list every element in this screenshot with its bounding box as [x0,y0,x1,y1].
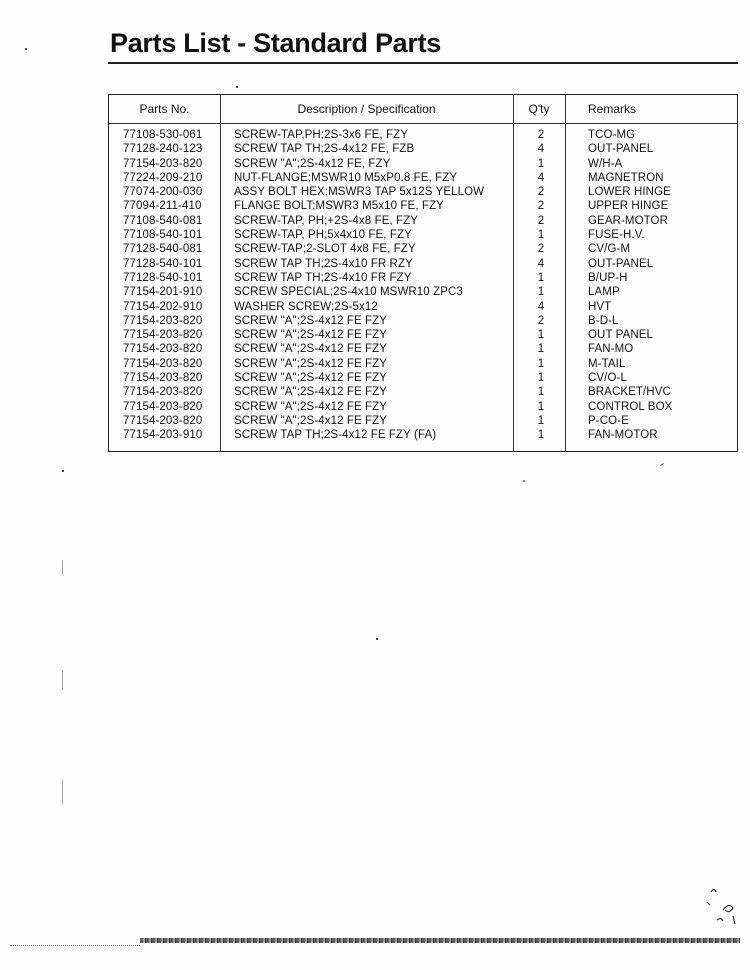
cell-description: SCREW TAP TH;2S-4x10 FR FZY [234,271,412,284]
cell-part-no: 77128-540-101 [123,257,203,270]
header-qty: Q'ty [528,102,550,116]
cell-qty: 1 [537,372,545,385]
cell-description: SCREW "A";2S-4x12 FE FZY [234,372,388,385]
cell-description: WASHER SCREW;2S-5x12 [234,300,378,313]
cell-part-no: 77154-203-820 [123,414,203,427]
scan-speck [660,463,664,466]
cell-qty: 1 [537,286,545,299]
table-row [109,285,737,299]
cell-part-no: 77154-203-820 [123,343,203,356]
title-underline [108,62,738,64]
cell-qty: 1 [537,429,545,442]
cell-part-no: 77154-202-910 [123,300,203,313]
table-row [109,414,737,428]
header-description: Description / Specification [297,102,436,116]
cell-description: SCREW-TAP, PH;+2S-4x8 FE, FZY [234,214,419,227]
cell-part-no: 77154-201-910 [123,286,203,299]
cell-description: SCREW "A";2S-4x12 FE FZY [234,357,388,370]
cell-part-no: 77074-200-030 [123,186,203,199]
cell-qty: 4 [537,171,545,184]
scan-speck [62,670,63,690]
cell-part-no: 77128-540-081 [123,243,203,256]
cell-description: FLANGE BOLT;MSWR3 M5x10 FE, FZY [234,200,444,213]
cell-description: SCREW "A";2S-4x12 FE FZY [234,386,388,399]
table-row [109,185,737,199]
cell-remarks: UPPER HINGE [588,200,669,213]
cell-description: SCREW-TAP, PH;5x4x10 FE, FZY [234,229,412,242]
cell-qty: 4 [537,257,545,270]
cell-remarks: B-D-L [588,314,619,327]
cell-description: SCREW-TAP;2-SLOT 4x8 FE, FZY [234,243,416,256]
cell-part-no: 77128-540-101 [123,271,203,284]
scan-speck [62,560,63,574]
cell-remarks: CV/G-M [588,243,631,256]
cell-qty: 2 [537,214,545,227]
cell-part-no: 77128-240-123 [123,143,203,156]
cell-qty: 4 [537,300,545,313]
cell-remarks: FAN-MO [588,343,634,356]
table-row [109,171,737,185]
cell-part-no: 77094-211-410 [123,200,202,213]
handwritten-mark [703,880,743,930]
table-row [109,128,737,142]
header-divider [109,123,737,124]
cell-remarks: HVT [588,300,612,313]
cell-qty: 1 [537,414,545,427]
cell-qty: 2 [537,129,545,141]
scan-edge-strip [140,938,740,943]
cell-remarks: W/H-A [588,157,623,170]
table-row [109,314,737,328]
cell-remarks: FAN-MOTOR [588,429,658,442]
scan-speck [236,86,238,88]
table-row [109,228,737,242]
cell-remarks: FUSE-H.V. [588,229,645,242]
table-row [109,357,737,371]
cell-qty: 1 [537,357,545,370]
cell-remarks: CV/O-L [588,372,627,385]
table-row [109,328,737,342]
cell-qty: 4 [537,143,545,156]
table-row [109,214,737,228]
table-row [109,142,737,156]
cell-remarks: B/UP-H [588,271,628,284]
cell-description: SCREW "A";2S-4x12 FE, FZY [234,157,391,170]
cell-remarks: BRACKET/HVC [588,386,671,399]
cell-remarks: MAGNETRON [588,171,664,184]
parts-table [108,94,738,452]
table-row [109,400,737,414]
cell-description: SCREW SPECIAL;2S-4x10 MSWR10 ZPC3 [234,286,463,299]
cell-part-no: 77108-540-101 [123,229,203,242]
cell-qty: 2 [537,243,545,256]
cell-description: SCREW "A";2S-4x12 FE FZY [234,343,388,356]
cell-qty: 1 [537,400,545,413]
cell-qty: 1 [537,157,545,170]
cell-remarks: TCO-MG [588,129,636,141]
table-row [109,257,737,271]
cell-description: SCREW-TAP,PH;2S-3x6 FE, FZY [234,129,408,141]
cell-remarks: OUT-PANEL [588,143,654,156]
cell-part-no: 77154-203-820 [123,329,203,342]
cell-remarks: LOWER HINGE [588,186,671,199]
cell-remarks: LAMP [588,286,620,299]
scan-speck [62,470,64,472]
table-row [109,157,737,171]
cell-description: SCREW "A";2S-4x12 FE FZY [234,414,388,427]
cell-remarks: GEAR-MOTOR [588,214,669,227]
cell-part-no: 77154-203-820 [123,386,203,399]
cell-description: SCREW TAP TH;2S-4x12 FE, FZB [234,143,415,156]
cell-remarks: OUT-PANEL [588,257,654,270]
header-parts-no: Parts No. [139,102,190,116]
cell-description: SCREW TAP TH;2S-4x10 FR RZY [234,257,413,270]
cell-remarks: M-TAIL [588,357,626,370]
cell-part-no: 77154-203-820 [123,357,203,370]
scan-speck [62,780,63,804]
cell-part-no: 77154-203-820 [123,400,203,413]
header-remarks: Remarks [588,102,637,116]
scan-speck [523,480,525,482]
cell-qty: 1 [537,271,545,284]
cell-part-no: 77154-203-820 [123,372,203,385]
scan-speck [25,48,27,50]
cell-description: SCREW "A";2S-4x12 FE FZY [234,314,388,327]
cell-qty: 1 [537,343,545,356]
cell-part-no: 77224-209-210 [123,171,203,184]
table-row [109,271,737,285]
scan-speck [376,638,378,640]
table-body [109,128,737,443]
cell-qty: 2 [537,186,545,199]
cell-part-no: 77154-203-820 [123,157,203,170]
cell-qty: 1 [537,229,545,242]
cell-qty: 2 [537,314,545,327]
cell-description: NUT-FLANGE;MSWR10 M5xP0.8 FE, FZY [234,171,458,184]
cell-part-no: 77154-203-910 [123,429,203,442]
table-row [109,371,737,385]
table-row [109,199,737,213]
table-row [109,342,737,356]
cell-remarks: P-CO-E [588,414,629,427]
cell-qty: 2 [537,200,545,213]
table-row [109,385,737,399]
cell-qty: 1 [537,386,545,399]
cell-description: ASSY BOLT HEX;MSWR3 TAP 5x12S YELLOW [234,186,485,199]
cell-description: SCREW "A";2S-4x12 FE FZY [234,329,388,342]
cell-description: SCREW TAP TH;2S-4x12 FE FZY (FA) [234,429,437,442]
table-row [109,242,737,256]
scan-edge-dots [10,945,140,947]
cell-qty: 1 [537,329,545,342]
cell-description: SCREW "A";2S-4x12 FE FZY [234,400,388,413]
page-title: Parts List - Standard Parts [110,28,441,58]
cell-part-no: 77108-540-081 [123,214,203,227]
cell-part-no: 77154-203-820 [123,314,203,327]
table-row [109,428,737,442]
cell-remarks: OUT PANEL [588,329,654,342]
cell-remarks: CONTROL BOX [588,400,673,413]
cell-part-no: 77108-530-061 [123,129,203,141]
table-row [109,300,737,314]
